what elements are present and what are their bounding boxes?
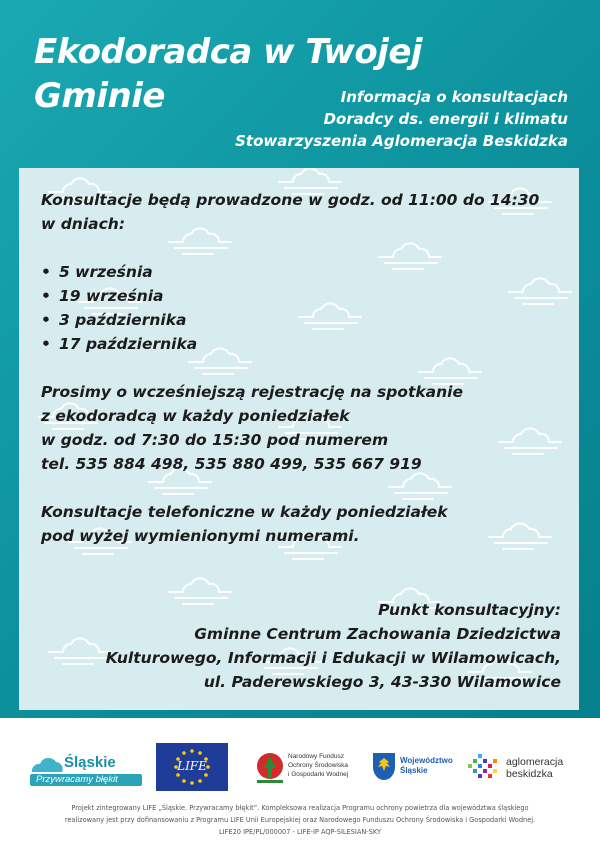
slaskie-slogan: Przywracamy błękit bbox=[36, 774, 118, 785]
wojewodztwo-name: Województwo bbox=[400, 756, 453, 765]
nfos-name: i Gospodarki Wodnej bbox=[288, 771, 349, 778]
subtitle-line: Informacja o konsultacjach bbox=[340, 88, 568, 106]
consultation-info bbox=[41, 188, 561, 548]
pixel-mosaic-icon bbox=[468, 754, 502, 784]
nfos-name: Ochrony Środowiska bbox=[288, 762, 348, 769]
footer-line: realizowany jest przy dofinansowaniu z Programu LIFE Unii Europejskiej oraz Narodowego Funduszu Ochrony Środowiska i Gospodarki Wodnej. bbox=[64, 816, 536, 824]
list-item: • 3 października bbox=[41, 308, 561, 332]
tree-icon bbox=[255, 752, 285, 786]
contact-line: Gminne Centrum Zachowania Dziedzictwa bbox=[194, 625, 561, 643]
eu-life-logo bbox=[156, 743, 228, 791]
phone-consultation-text: Konsultacje telefoniczne w każdy poniedziałek bbox=[41, 503, 448, 521]
life-text: LIFE bbox=[177, 759, 207, 773]
subtitle-line: Stowarzyszenia Aglomeracja Beskidzka bbox=[235, 132, 568, 150]
dates-list bbox=[41, 260, 561, 356]
phone-consultation-text: pod wyżej wymienionymi numerami. bbox=[41, 527, 360, 545]
address: ul. Paderewskiego 3, 43-330 Wilamowice bbox=[203, 673, 561, 691]
list-item: • 17 października bbox=[41, 332, 561, 356]
slaskie-name: Śląskie bbox=[64, 754, 116, 771]
eagle-crest-icon bbox=[372, 752, 396, 782]
aglomeracja-name: beskidzka bbox=[506, 768, 553, 780]
sponsor-logos bbox=[0, 740, 600, 800]
subtitle-line: Doradcy ds. energii i klimatu bbox=[323, 110, 568, 128]
title-line: Gminie bbox=[34, 76, 165, 116]
footer-line: Projekt zintegrowany LIFE „Śląskie. Przywracamy błękit”. Kompleksowa realizacja Programu ochrony powietrza dla województwa śląskiego bbox=[71, 804, 529, 812]
intro-text: Konsultacje będą prowadzone w godz. od 11:00 do 14:30 bbox=[41, 191, 540, 209]
wojewodztwo-name: Śląskie bbox=[400, 766, 428, 775]
nfos-name: Narodowy Fundusz bbox=[288, 753, 344, 760]
slaskie-logo bbox=[30, 752, 142, 786]
consultation-point bbox=[106, 598, 561, 694]
title-line: Ekodoradca w Twojej bbox=[34, 32, 423, 72]
registration-text: Prosimy o wcześniejszą rejestrację na spotkanie bbox=[41, 383, 463, 401]
contact-line: Kulturowego, Informacji i Edukacji w Wilamowicach, bbox=[105, 649, 561, 667]
registration-text: z ekodoradcą w każdy poniedziałek bbox=[41, 407, 350, 425]
aglomeracja-name: aglomeracja bbox=[506, 756, 564, 768]
registration-text: w godz. od 7:30 do 15:30 pod numerem bbox=[41, 431, 389, 449]
page-subtitle bbox=[235, 86, 568, 152]
funding-footer bbox=[40, 802, 560, 838]
footer-line: LIFE20 IPE/PL/000007 - LIFE-IP AQP-SILESIAN-SKY bbox=[219, 828, 381, 836]
contact-heading: Punkt konsultacyjny: bbox=[378, 601, 561, 619]
intro-text: w dniach: bbox=[41, 215, 126, 233]
wojewodztwo-slaskie-logo bbox=[372, 750, 462, 790]
phone-numbers: tel. 535 884 498, 535 880 499, 535 667 919 bbox=[41, 455, 422, 473]
list-item: • 19 września bbox=[41, 284, 561, 308]
nfosigw-logo bbox=[255, 750, 365, 790]
info-card bbox=[19, 168, 579, 710]
list-item: • 5 września bbox=[41, 260, 561, 284]
aglomeracja-beskidzka-logo bbox=[468, 750, 580, 790]
